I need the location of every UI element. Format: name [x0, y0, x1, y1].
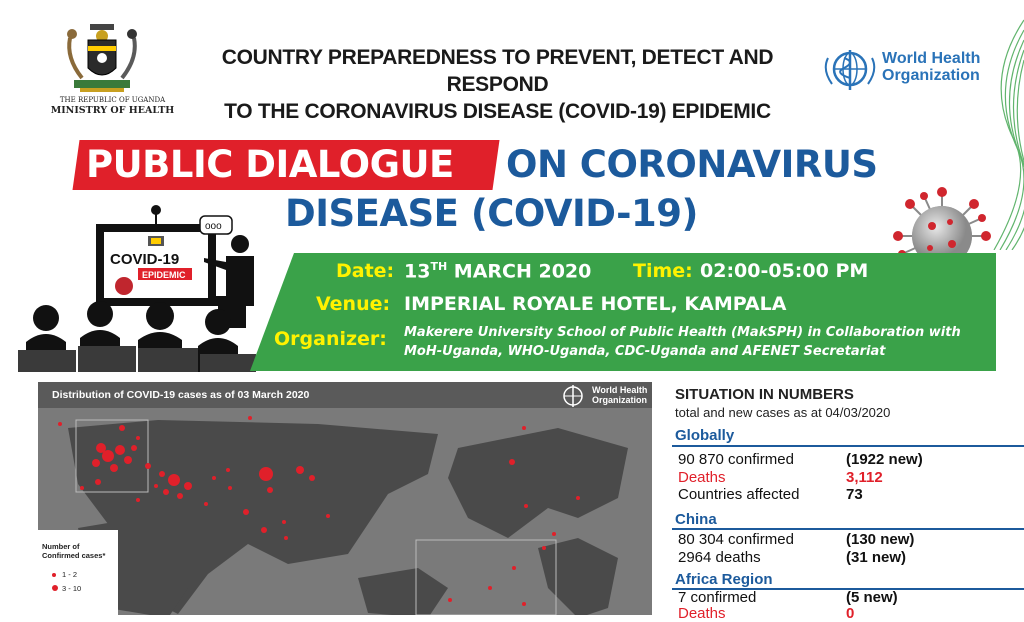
- legend-dot-medium-icon: [52, 585, 58, 591]
- legend-title-line2: Confirmed cases*: [42, 551, 106, 560]
- situation-subtitle: total and new cases as at 04/03/2020: [675, 405, 891, 420]
- map-who-logo-icon: [558, 384, 588, 408]
- map-who-line2: Organization: [592, 395, 648, 405]
- africa-row-1-label: 7 confirmed: [678, 589, 757, 606]
- legend-title: [42, 542, 105, 560]
- globally-row-2-value: 3,112: [846, 469, 883, 486]
- legend-item-2: [52, 584, 81, 593]
- china-row-2-label: 2964 deaths: [678, 549, 761, 566]
- legend-item-2-label: 3 - 10: [62, 584, 82, 593]
- covid-distribution-map: [38, 382, 652, 615]
- africa-row-1-value: (5 new): [846, 589, 898, 606]
- ministry-line2: MINISTRY OF HEALTH: [50, 105, 175, 116]
- screen-badge: EPIDEMIC: [142, 270, 186, 280]
- section-globally: Globally: [675, 427, 735, 444]
- organizer-line2: MoH-Uganda, WHO-Uganda, CDC-Uganda and AFENET Secretariat: [404, 344, 886, 359]
- date-suffix: TH: [430, 260, 448, 273]
- who-logo-icon: [822, 44, 878, 94]
- organizer-label: Organizer:: [274, 328, 387, 350]
- map-who-line1: World Health: [592, 385, 648, 395]
- section-china: China: [675, 511, 717, 528]
- globally-row-3-label: Countries affected: [678, 486, 800, 503]
- who-name-line1: World Health: [882, 50, 981, 67]
- legend-item-1-label: 1 - 2: [62, 570, 78, 579]
- screen-title: COVID-19: [110, 251, 180, 268]
- section-divider: [672, 528, 1024, 530]
- ministry-line1: THE REPUBLIC OF UGANDA: [59, 96, 166, 104]
- globally-row-1-label: 90 870 confirmed: [678, 451, 794, 468]
- time-label: Time:: [633, 260, 693, 282]
- title-line2: TO THE CORONAVIRUS DISEASE (COVID-19) EPIDEMIC: [224, 100, 771, 123]
- organizer-line1: Makerere University School of Public Health (MakSPH) in Collaboration with: [404, 325, 961, 340]
- section-divider: [672, 445, 1024, 447]
- uganda-coat-of-arms-icon: [60, 18, 144, 94]
- world-map: [38, 408, 652, 615]
- china-row-2-value: (31 new): [846, 549, 907, 566]
- globally-row-1-value: (1922 new): [846, 451, 923, 468]
- svg-text:ooo: ooo: [205, 221, 222, 232]
- venue-label: Venue:: [316, 293, 391, 315]
- globally-row-3-value: 73: [846, 486, 863, 503]
- africa-row-2-value: 0: [846, 605, 855, 622]
- title-line1: COUNTRY PREPAREDNESS TO PREVENT, DETECT AND RESPOND: [221, 46, 774, 96]
- who-name-line2: Organization: [882, 67, 980, 84]
- venue-value: IMPERIAL ROYALE HOTEL, KAMPALA: [404, 293, 787, 315]
- public-dialogue-illustration: [14, 200, 274, 372]
- date-value: [404, 260, 591, 282]
- china-row-1-value: (130 new): [846, 531, 915, 548]
- title-part1: ON CORONAVIRUS: [506, 143, 878, 186]
- page-title: [190, 44, 805, 125]
- section-africa: Africa Region: [675, 571, 773, 588]
- date-rest: MARCH 2020: [447, 260, 592, 283]
- china-row-1-label: 80 304 confirmed: [678, 531, 794, 548]
- legend-item-1: [52, 570, 77, 579]
- legend-title-line1: Number of: [42, 542, 80, 551]
- map-legend: [38, 530, 118, 615]
- legend-dot-small-icon: [52, 573, 56, 577]
- time-value: 02:00-05:00 PM: [700, 260, 869, 282]
- globally-row-2-label: Deaths: [678, 469, 726, 486]
- organizer-value: [404, 323, 974, 361]
- situation-title: SITUATION IN NUMBERS: [675, 386, 854, 403]
- date-day: 13: [404, 260, 431, 283]
- map-title: Distribution of COVID-19 cases as of 03 March 2020: [52, 389, 310, 401]
- title-highlight: PUBLIC DIALOGUE: [86, 143, 454, 186]
- title-part2: DISEASE (COVID-19): [285, 192, 698, 235]
- map-who-name: [592, 385, 652, 405]
- date-label: Date:: [336, 260, 395, 282]
- africa-row-2-label: Deaths: [678, 605, 726, 622]
